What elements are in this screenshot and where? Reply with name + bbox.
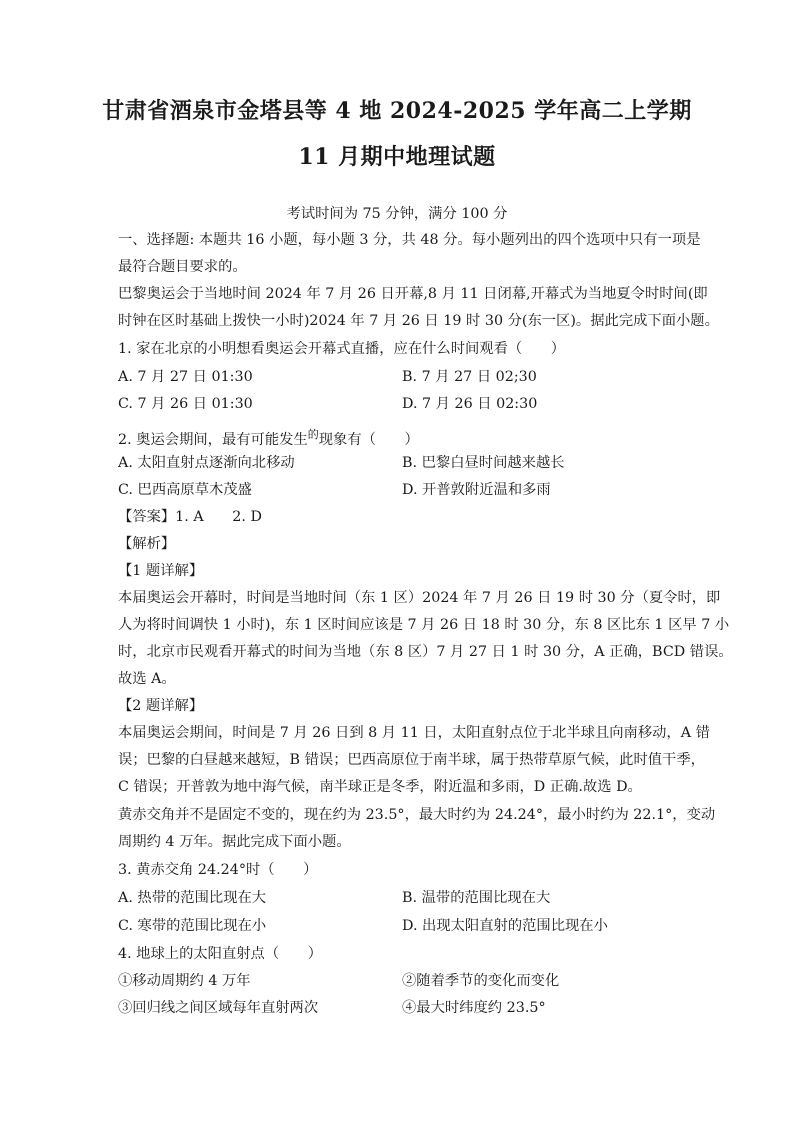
material2-line: 周期约 4 万年。据此完成下面小题。 bbox=[118, 834, 351, 850]
q2-stem-pre: 2. 奥运会期间，最有可能发生 bbox=[118, 432, 308, 448]
q2-stem-sup: 的 bbox=[307, 428, 319, 441]
q1-option-b: B. 7 月 27 日 02;30 bbox=[402, 369, 537, 385]
q4-statement-3: ③回归线之间区域每年直射两次 bbox=[118, 1000, 319, 1016]
q2-option-c: C. 巴西高原草木茂盛 bbox=[118, 482, 252, 498]
material2-line: 黄赤交角并不是固定不变的，现在约为 23.5°，最大时约为 24.24°，最小时约为 22.1°，变动 bbox=[118, 807, 716, 823]
material1-line2: 时钟在区时基础上拨快一小时)2024 年 7 月 26 日 19 时 30 分(东一区)。据此完成下面小题。 bbox=[118, 313, 719, 329]
detail2-line: 误；巴黎的白昼越来越短，B 错误；巴西高原位于南半球，属于热带草原气候，此时值干季， bbox=[118, 752, 705, 768]
q3-option-c: C. 寒带的范围比现在小 bbox=[118, 918, 267, 934]
section1-instruction-line1: 一、选择题: 本题共 16 小题，每小题 3 分，共 48 分。每小题列出的四个选项中只有一项是 bbox=[118, 232, 701, 248]
section1-instruction-line2: 最符合题目要求的。 bbox=[118, 259, 247, 275]
q3-option-b: B. 温带的范围比现在大 bbox=[402, 890, 551, 906]
detail1-line: 时，北京市民观看开幕式的时间为当地（东 8 区）7 月 27 日 1 时 30 分，A 正确，BCD 错误。 bbox=[118, 644, 733, 660]
answer-line: 【答案】1. A 2. D bbox=[118, 509, 262, 525]
detail2-line: 本届奥运会期间，时间是 7 月 26 日到 8 月 11 日，太阳直射点位于北半球且向南移动，A 错 bbox=[118, 725, 710, 741]
detail1-line: 本届奥运会开幕时，时间是当地时间（东 1 区）2024 年 7 月 26 日 19 时 30 分（夏令时，即 bbox=[118, 590, 721, 606]
detail2-line: C 错误；开普敦为地中海气候，南半球正是冬季，附近温和多雨，D 正确.故选 D。 bbox=[118, 779, 642, 795]
q1-option-d: D. 7 月 26 日 02:30 bbox=[402, 396, 538, 412]
q3-option-a: A. 热带的范围比现在大 bbox=[118, 890, 267, 906]
q1-option-a: A. 7 月 27 日 01:30 bbox=[118, 369, 253, 385]
q2-stem-post: 现象有（ ） bbox=[318, 432, 419, 448]
detail1-line: 人为将时间调快 1 小时)，东 1 区时间应该是 7 月 26 日 18 时 30 分，东 8 区比东 1 区早 7 小 bbox=[118, 617, 730, 633]
analysis-heading: 【解析】 bbox=[118, 536, 176, 552]
q1-stem: 1. 家在北京的小明想看奥运会开幕式直播，应在什么时间观看（ ） bbox=[118, 341, 566, 357]
q2-option-a: A. 太阳直射点逐渐向北移动 bbox=[118, 455, 295, 471]
q2-stem bbox=[118, 426, 684, 449]
exam-info: 考试时间为 75 分钟，满分 100 分 bbox=[286, 206, 508, 222]
q1-option-c: C. 7 月 26 日 01:30 bbox=[118, 396, 253, 412]
q3-stem: 3. 黄赤交角 24.24°时（ ） bbox=[118, 862, 318, 878]
document-title-line1: 甘肃省酒泉市金塔县等 4 地 2024-2025 学年高二上学期 bbox=[102, 98, 692, 124]
document-title-line2: 11 月期中地理试题 bbox=[298, 144, 496, 170]
q4-statement-4: ④最大时纬度约 23.5° bbox=[402, 1000, 546, 1016]
q4-stem: 4. 地球上的太阳直射点（ ） bbox=[118, 946, 323, 962]
q2-option-b: B. 巴黎白昼时间越来越长 bbox=[402, 455, 565, 471]
material1-line1: 巴黎奥运会于当地时间 2024 年 7 月 26 日开幕,8 月 11 日闭幕,开幕式为当地夏令时时间(即 bbox=[118, 286, 708, 302]
detail1-line: 故选 A。 bbox=[118, 671, 176, 687]
q2-option-d: D. 开普敦附近温和多雨 bbox=[402, 482, 551, 498]
detail2-heading: 【2 题详解】 bbox=[118, 698, 204, 714]
detail1-heading: 【1 题详解】 bbox=[118, 563, 204, 579]
q4-statement-1: ①移动周期约 4 万年 bbox=[118, 973, 251, 989]
q3-option-d: D. 出现太阳直射的范围比现在小 bbox=[402, 918, 608, 934]
q4-statement-2: ②随着季节的变化而变化 bbox=[402, 973, 560, 989]
